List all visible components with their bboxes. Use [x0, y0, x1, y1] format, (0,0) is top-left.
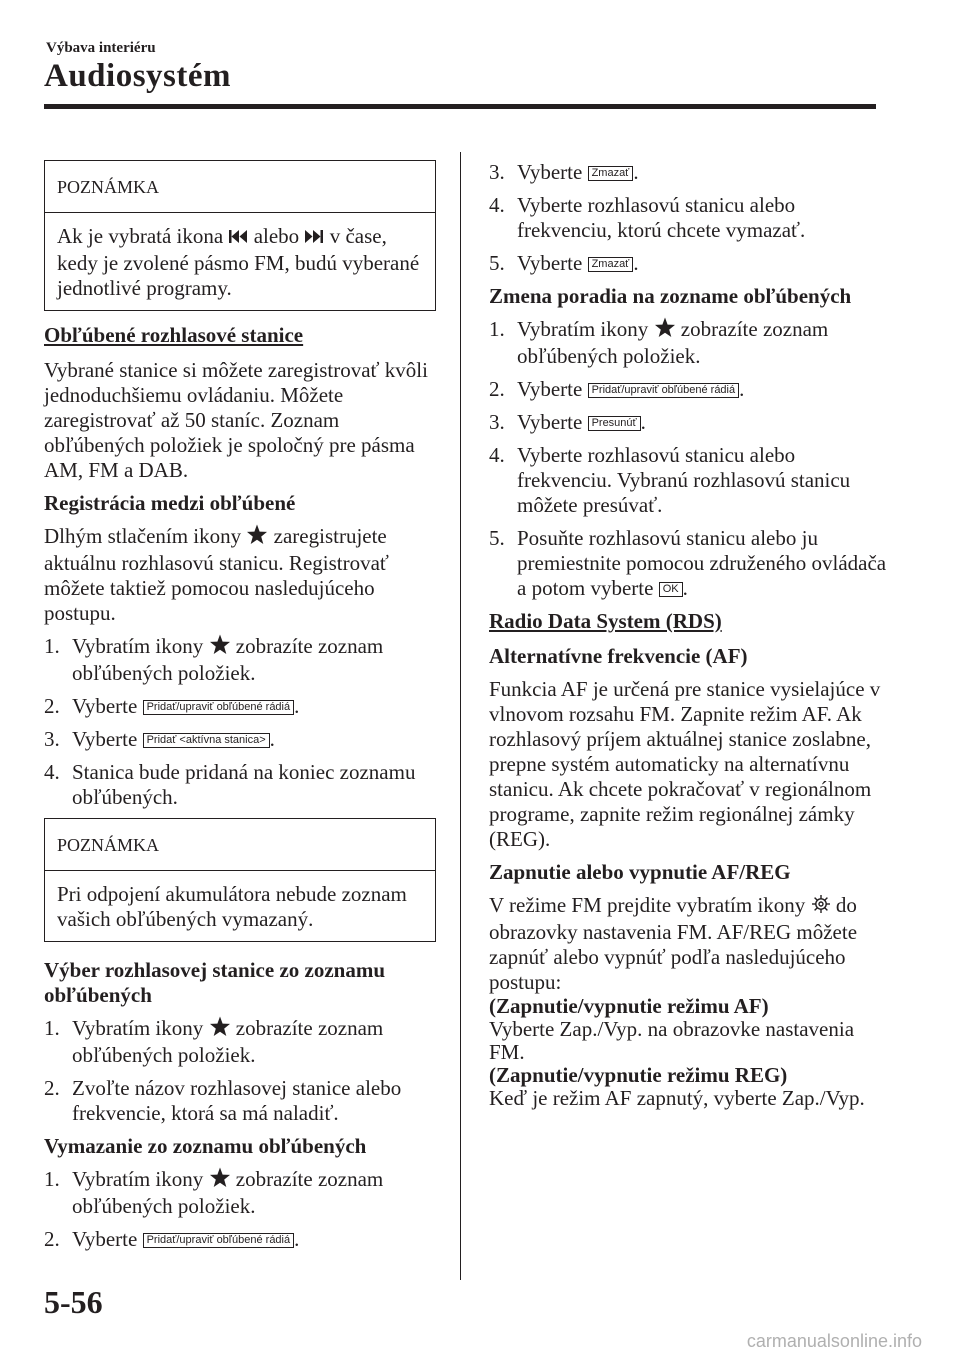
step-item: 2. Vyberte Pridať/upraviť obľúbené rádiá . — [44, 694, 300, 718]
note-body: Pri odpojení akumulátora nebude zoznam vašich obľúbených vymazaný. — [57, 882, 407, 931]
star-icon — [209, 634, 231, 661]
page-heading: Audiosystém — [44, 58, 232, 94]
star-icon — [246, 524, 268, 551]
screen-button-label: Zmazať — [588, 166, 634, 181]
watermark: carmanualsonline.info — [746, 1331, 922, 1351]
section-label: Výbava interiéru — [46, 40, 156, 56]
note-box — [44, 160, 436, 311]
reg-mode-label: (Zapnutie/vypnutie režimu REG) — [489, 1063, 788, 1087]
af-reg-heading: Zapnutie alebo vypnutie AF/REG — [489, 860, 791, 884]
skip-back-icon — [228, 226, 248, 251]
reorder-heading: Zmena poradia na zozname obľúbených — [489, 284, 852, 308]
step-item: 2. Zvoľte názov rozhlasovej stanice alebo frekvencie, ktorá sa má naladiť. — [44, 1076, 402, 1125]
note-box — [44, 818, 436, 942]
gear-icon — [811, 894, 831, 920]
af-mode-text: Vyberte Zap./Vyp. na obrazovke nastavenia FM. — [489, 1017, 855, 1064]
note-text: Ak je vybratá ikona — [57, 224, 224, 248]
register-paragraph: Dlhým stlačením ikony zaregistrujete aktuálnu rozhlasovú stanicu. Registrovať môžete taktiež pomocou nasledujúceho postupu. — [44, 524, 389, 625]
page-number: 5-56 — [44, 1284, 103, 1320]
step-item: 2. Vyberte Pridať/upraviť obľúbené rádiá . — [44, 1227, 300, 1251]
step-item: 5. Posuňte rozhlasovú stanicu alebo ju premiestnite pomocou združeného ovládača a potom vyberte OK . — [489, 526, 887, 600]
note-text: alebo — [253, 224, 300, 248]
screen-button-label: OK — [659, 582, 683, 597]
note-body — [45, 213, 435, 310]
screen-button-label: Presunúť — [588, 416, 641, 431]
step-item: 1. Vybratím ikony zobrazíte zoznam obľúbených položiek. — [44, 1167, 384, 1218]
favorites-paragraph: Vybrané stanice si môžete zaregistrovať kvôli jednoduchšiemu ovládaniu. Môžete zaregistrovať až 50 staníc. Zoznam obľúbených položiek je spoločný pre pásma AM, FM a DAB. — [44, 358, 428, 482]
skip-forward-icon — [304, 226, 324, 251]
heading-rule — [44, 104, 876, 109]
step-item: 2. Vyberte Pridať/upraviť obľúbené rádiá . — [489, 377, 745, 401]
rds-heading: Radio Data System (RDS) — [489, 609, 722, 633]
star-icon — [654, 317, 676, 344]
left-column — [44, 160, 436, 1260]
favorites-heading: Obľúbené rozhlasové stanice — [44, 323, 304, 347]
star-icon — [209, 1016, 231, 1043]
step-item: 5. Vyberte Zmazať . — [489, 251, 639, 275]
af-mode-label: (Zapnutie/vypnutie režimu AF) — [489, 994, 769, 1018]
screen-button-label: Pridať/upraviť obľúbené rádiá — [143, 700, 295, 715]
step-item: 4. Stanica bude pridaná na koniec zoznamu obľúbených. — [44, 760, 416, 809]
step-item: 1. Vybratím ikony zobrazíte zoznam obľúbených položiek. — [44, 634, 384, 685]
delete-heading: Vymazanie zo zoznamu obľúbených — [44, 1134, 367, 1158]
right-column — [489, 160, 889, 1110]
note-title: POZNÁMKA — [45, 819, 435, 871]
step-item: 3. Vyberte Zmazať . — [489, 160, 639, 184]
screen-button-label: Zmazať — [588, 257, 634, 272]
af-heading: Alternatívne frekvencie (AF) — [489, 644, 748, 668]
select-heading: Výber rozhlasovej stanice zo zoznamu obľúbených — [44, 958, 386, 1007]
reg-mode-text: Keď je režim AF zapnutý, vyberte Zap./Vyp. — [489, 1086, 865, 1110]
step-item: 3. Vyberte Pridať <aktívna stanica> . — [44, 727, 275, 751]
step-item: 4. Vyberte rozhlasovú stanicu alebo frekvenciu. Vybranú rozhlasovú stanicu môžete presúvať. — [489, 443, 851, 517]
screen-button-label: Pridať <aktívna stanica> — [143, 733, 270, 748]
af-paragraph: Funkcia AF je určená pre stanice vysielajúce v vlnovom rozsahu FM. Zapnite režim AF. Ak rozhlasový príjem aktuálnej stanice zoslabne, prepne systém automaticky na alternatívnu stanicu. Ak chcete pokračovať v regionálnom programe, zapnite režim regionálnej zámky (REG). — [489, 677, 881, 851]
step-item: 1. Vybratím ikony zobrazíte zoznam obľúbených položiek. — [489, 317, 829, 368]
register-heading: Registrácia medzi obľúbené — [44, 491, 296, 515]
screen-button-label: Pridať/upraviť obľúbené rádiá — [143, 1233, 295, 1248]
screen-button-label: Pridať/upraviť obľúbené rádiá — [588, 383, 740, 398]
star-icon — [209, 1167, 231, 1194]
step-item: 3. Vyberte Presunúť . — [489, 410, 646, 434]
step-item: 1. Vybratím ikony zobrazíte zoznam obľúbených položiek. — [44, 1016, 384, 1067]
note-text: v čase, kedy je zvolené pásmo FM, budú vyberané jednotlivé programy. — [57, 224, 420, 300]
step-item: 4. Vyberte rozhlasovú stanicu alebo frekvenciu, ktorú chcete vymazať. — [489, 193, 806, 242]
af-reg-paragraph: V režime FM prejdite vybratím ikony do obrazovky nastavenia FM. AF/REG môžete zapnúť alebo vypnúť podľa nasledujúceho postupu: — [489, 893, 858, 994]
note-title: POZNÁMKA — [45, 161, 435, 213]
column-divider — [460, 152, 461, 1280]
